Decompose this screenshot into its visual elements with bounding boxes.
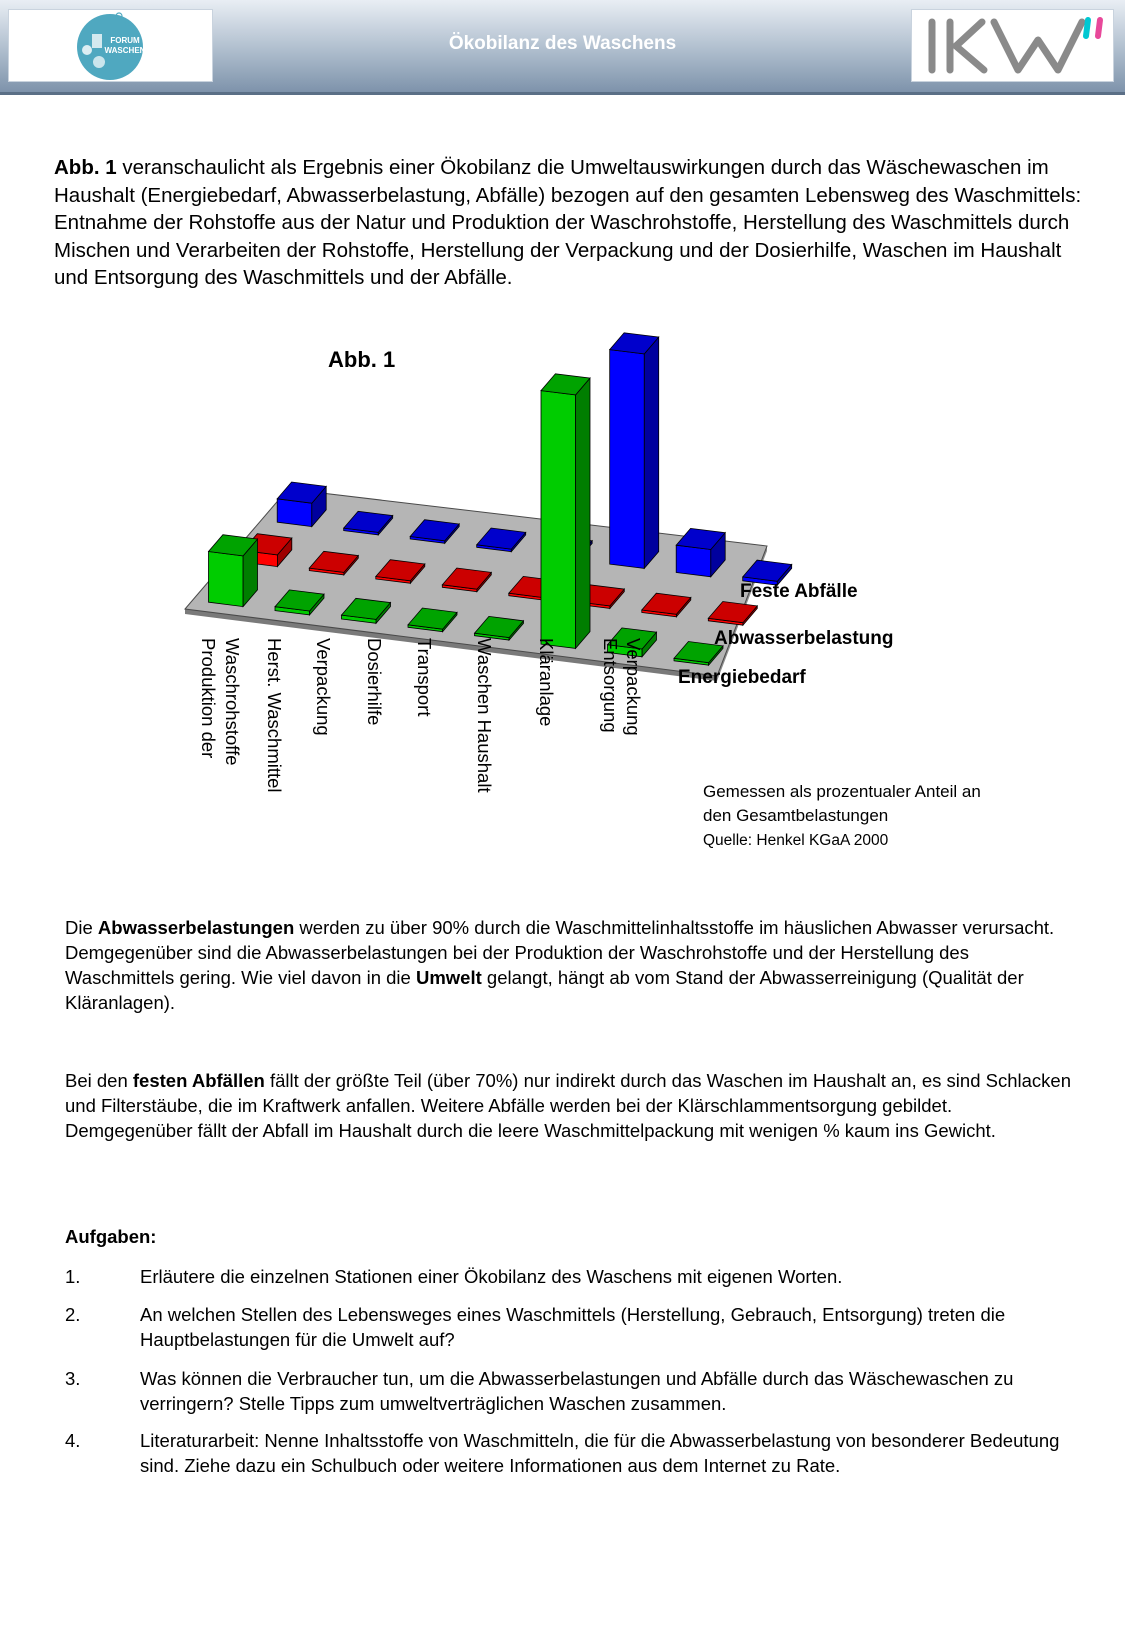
text-run: Bei den [65, 1070, 133, 1091]
task-text: Erläutere die einzelnen Stationen einer Ökobilanz des Waschens mit eigenen Worten. [140, 1266, 843, 1287]
category-label: Verpackung [623, 638, 644, 736]
bold-term: Abwasserbelastungen [97, 917, 295, 938]
ikw-logo [911, 9, 1114, 82]
bar-front-face [541, 391, 576, 649]
chart-title: Abb. 1 [328, 347, 396, 372]
bold-term: Umwelt [415, 967, 482, 988]
task-number: 3. [65, 1368, 81, 1389]
ikw-logo-icon [912, 10, 1113, 81]
bar-front-face [277, 499, 312, 527]
text-run: werden zu über 90% durch die Waschmittelinhaltsstoffe im häuslichen Abwasser verursacht. Demgegenüber sind die Abwasserbelastungen bei der Produktion der Waschrohstoffe und der Herstellung des Waschmittels gering. Wie viel davon in die [65, 917, 1055, 988]
bold-term: festen Abfällen [132, 1070, 265, 1091]
bar-front-face [676, 545, 711, 577]
category-label: Kläranlage [536, 638, 557, 727]
bar-side-face [644, 337, 658, 568]
category-label: Verpackung [313, 638, 334, 736]
series-label: Abwasserbelastung [714, 628, 894, 649]
page-header [0, 0, 1125, 95]
intro-paragraph [54, 154, 1084, 292]
paragraph-solid-waste [65, 1068, 1075, 1143]
task-text: Was können die Verbraucher tun, um die Abwasserbelastungen und Abfälle durch das Wäschewaschen zu verringern? Stelle Tipps zum umweltverträglichen Waschen zusammen. [140, 1368, 1014, 1414]
logo-text-waschen: WASCHEN [104, 46, 146, 55]
forum-waschen-logo [8, 9, 213, 82]
text-run: gelangt, hängt ab vom Stand der Abwasserreinigung (Qualität der Kläranlagen). [65, 967, 1024, 1013]
logo-text-forum: FORUM [110, 36, 140, 45]
task-text: Literaturarbeit: Nenne Inhaltsstoffe von Waschmitteln, die für die Abwasserbelastung von besonderer Bedeutung sind. Ziehe dazu ein Schulbuch oder weitere Informationen aus dem Internet zu Rate. [140, 1430, 1060, 1476]
series-label: Feste Abfälle [740, 581, 858, 602]
category-label: Transport [414, 638, 435, 717]
category-label: Dosierhilfe [364, 638, 385, 726]
chart-note: den Gesamtbelastungen [703, 806, 889, 825]
bar-front-face [610, 350, 645, 569]
intro-bold-ref: Abb. 1 [54, 156, 117, 179]
category-label: Waschen Haushalt [474, 638, 495, 793]
forum-waschen-logo-icon [9, 10, 212, 81]
tasks-heading: Aufgaben: [65, 1226, 157, 1247]
task-number: 4. [65, 1430, 81, 1451]
task-number: 1. [65, 1266, 81, 1287]
ecobalance-3d-bar-chart [0, 300, 1125, 880]
chart-source: Quelle: Henkel KGaA 2000 [703, 832, 889, 849]
task-text: An welchen Stellen des Lebensweges eines Waschmittels (Herstellung, Gebrauch, Entsorgung) treten die Hauptbelastungen für die Umwelt auf? [140, 1304, 1006, 1350]
text-run: Die [65, 917, 98, 938]
chart-note: Gemessen als prozentualer Anteil an [703, 782, 981, 801]
category-label: Waschrohstoffe [222, 638, 243, 766]
series-label: Energiebedarf [678, 667, 806, 688]
bar-front-face [209, 552, 244, 607]
intro-text: veranschaulicht als Ergebnis einer Ökobilanz die Umweltauswirkungen durch das Wäschewaschen im Haushalt (Energiebedarf, Abwasserbelastung, Abfälle) bezogen auf den gesamten Lebensweg des Waschmittels: Entnahme der Rohstoffe aus der Natur und Produktion der Waschrohstoffe, Herstellung des Waschmittels durch Mischen und Verarbeiten der Rohstoffe, Herstellung der Verpackung und der Dosierhilfe, Waschen im Haushalt und Entsorgung des Waschmittels und der Abfälle. [54, 156, 1082, 290]
header-title: Ökobilanz des Waschens [448, 33, 677, 54]
category-label: Produktion der [198, 638, 219, 759]
category-label: Entsorgung [600, 638, 621, 733]
bar-side-face [576, 378, 590, 648]
task-number: 2. [65, 1304, 81, 1325]
text-run: fällt der größte Teil (über 70%) nur indirekt durch das Waschen im Haushalt an, es sind Schlacken und Filterstäube, die im Kraftwerk anfallen. Weitere Abfälle werden bei der Klärschlammentsorgung gebildet. Demgegenüber fällt der Abfall im Haushalt durch die leere Waschmittelpackung mit wenigen % kaum ins Gewicht. [65, 1070, 1071, 1141]
category-label: Herst. Waschmittel [264, 638, 285, 793]
paragraph-wastewater [65, 915, 1075, 1015]
